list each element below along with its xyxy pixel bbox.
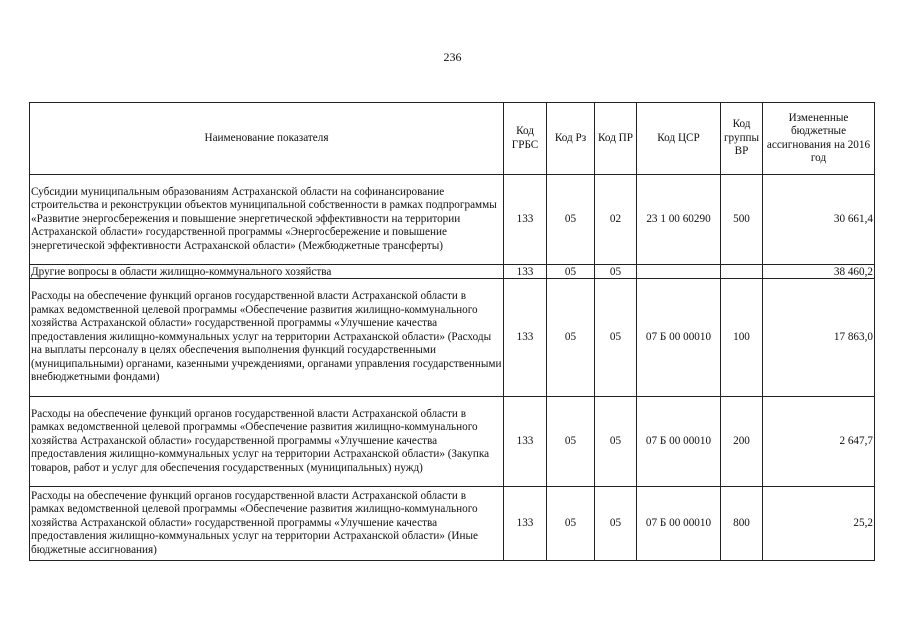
row-grbs: 133 bbox=[504, 397, 547, 487]
table-row bbox=[30, 397, 875, 487]
row-csr: 07 Б 00 00010 bbox=[637, 397, 721, 487]
row-name: Расходы на обеспечение функций органов государственной власти Астраханской области в рамках ведомственной целевой программы «Обеспечение развития жилищно-коммунального хозяйства Астраханской области» государственной программы «Улучшение качества предоставления жилищно-коммунальных услуг на территории Астраханской области» (Закупка товаров, работ и услуг для обеспечения государственных (муниципальных) нужд) bbox=[30, 397, 504, 487]
row-name: Расходы на обеспечение функций органов государственной власти Астраханской области в рамках ведомственной целевой программы «Обеспечение развития жилищно-коммунального хозяйства Астраханской области» государственной программы «Улучшение качества предоставления жилищно-коммунальных услуг на территории Астраханской области» (Расходы на выплаты персоналу в целях обеспечения выполнения функций государственными (муниципальными) органами, казенными учреждениями, органами управления государственными внебюджетными фондами) bbox=[30, 279, 504, 397]
table-row bbox=[30, 175, 875, 265]
row-pr: 05 bbox=[595, 397, 637, 487]
table-header-row bbox=[30, 103, 875, 175]
page-number: 236 bbox=[443, 50, 462, 64]
row-amount: 25,2 bbox=[763, 487, 875, 561]
header-rz: Код Рз bbox=[547, 103, 595, 175]
header-grbs: Код ГРБС bbox=[504, 103, 547, 175]
row-rz: 05 bbox=[547, 279, 595, 397]
header-name: Наименование показателя bbox=[30, 103, 504, 175]
header-pr: Код ПР bbox=[595, 103, 637, 175]
row-csr: 07 Б 00 00010 bbox=[637, 487, 721, 561]
row-rz: 05 bbox=[547, 175, 595, 265]
row-grbs: 133 bbox=[504, 265, 547, 279]
row-rz: 05 bbox=[547, 397, 595, 487]
row-vr: 100 bbox=[721, 279, 763, 397]
row-grbs: 133 bbox=[504, 279, 547, 397]
table-row bbox=[30, 487, 875, 561]
row-name: Другие вопросы в области жилищно-коммунального хозяйства bbox=[30, 265, 504, 279]
row-pr: 02 bbox=[595, 175, 637, 265]
row-amount: 38 460,2 bbox=[763, 265, 875, 279]
row-amount: 2 647,7 bbox=[763, 397, 875, 487]
header-vr: Код группы ВР bbox=[721, 103, 763, 175]
row-pr: 05 bbox=[595, 265, 637, 279]
row-name: Субсидии муниципальным образованиям Астраханской области на софинансирование строительства и реконструкции объектов муниципальной собственности в рамках подпрограммы «Развитие энергосбережения и повышение энергетической эффективности на территории Астраханской области» государственной программы «Энергосбережение и повышение энергетической эффективности Астраханской области» (Межбюджетные трансферты) bbox=[30, 175, 504, 265]
row-vr: 200 bbox=[721, 397, 763, 487]
row-pr: 05 bbox=[595, 487, 637, 561]
row-grbs: 133 bbox=[504, 487, 547, 561]
row-amount: 30 661,4 bbox=[763, 175, 875, 265]
row-vr bbox=[721, 265, 763, 279]
row-csr bbox=[637, 265, 721, 279]
header-csr: Код ЦСР bbox=[637, 103, 721, 175]
table-row bbox=[30, 279, 875, 397]
table-row bbox=[30, 265, 875, 279]
row-name: Расходы на обеспечение функций органов государственной власти Астраханской области в рамках ведомственной целевой программы «Обеспечение развития жилищно-коммунального хозяйства Астраханской области» государственной программы «Улучшение качества предоставления жилищно-коммунальных услуг на территории Астраханской области» (Иные бюджетные ассигнования) bbox=[30, 487, 504, 561]
row-vr: 500 bbox=[721, 175, 763, 265]
row-rz: 05 bbox=[547, 265, 595, 279]
row-amount: 17 863,0 bbox=[763, 279, 875, 397]
row-csr: 23 1 00 60290 bbox=[637, 175, 721, 265]
row-csr: 07 Б 00 00010 bbox=[637, 279, 721, 397]
budget-table bbox=[29, 102, 875, 561]
row-grbs: 133 bbox=[504, 175, 547, 265]
row-vr: 800 bbox=[721, 487, 763, 561]
header-amount: Измененные бюджетные ассигнования на 2016 год bbox=[763, 103, 875, 175]
row-rz: 05 bbox=[547, 487, 595, 561]
row-pr: 05 bbox=[595, 279, 637, 397]
